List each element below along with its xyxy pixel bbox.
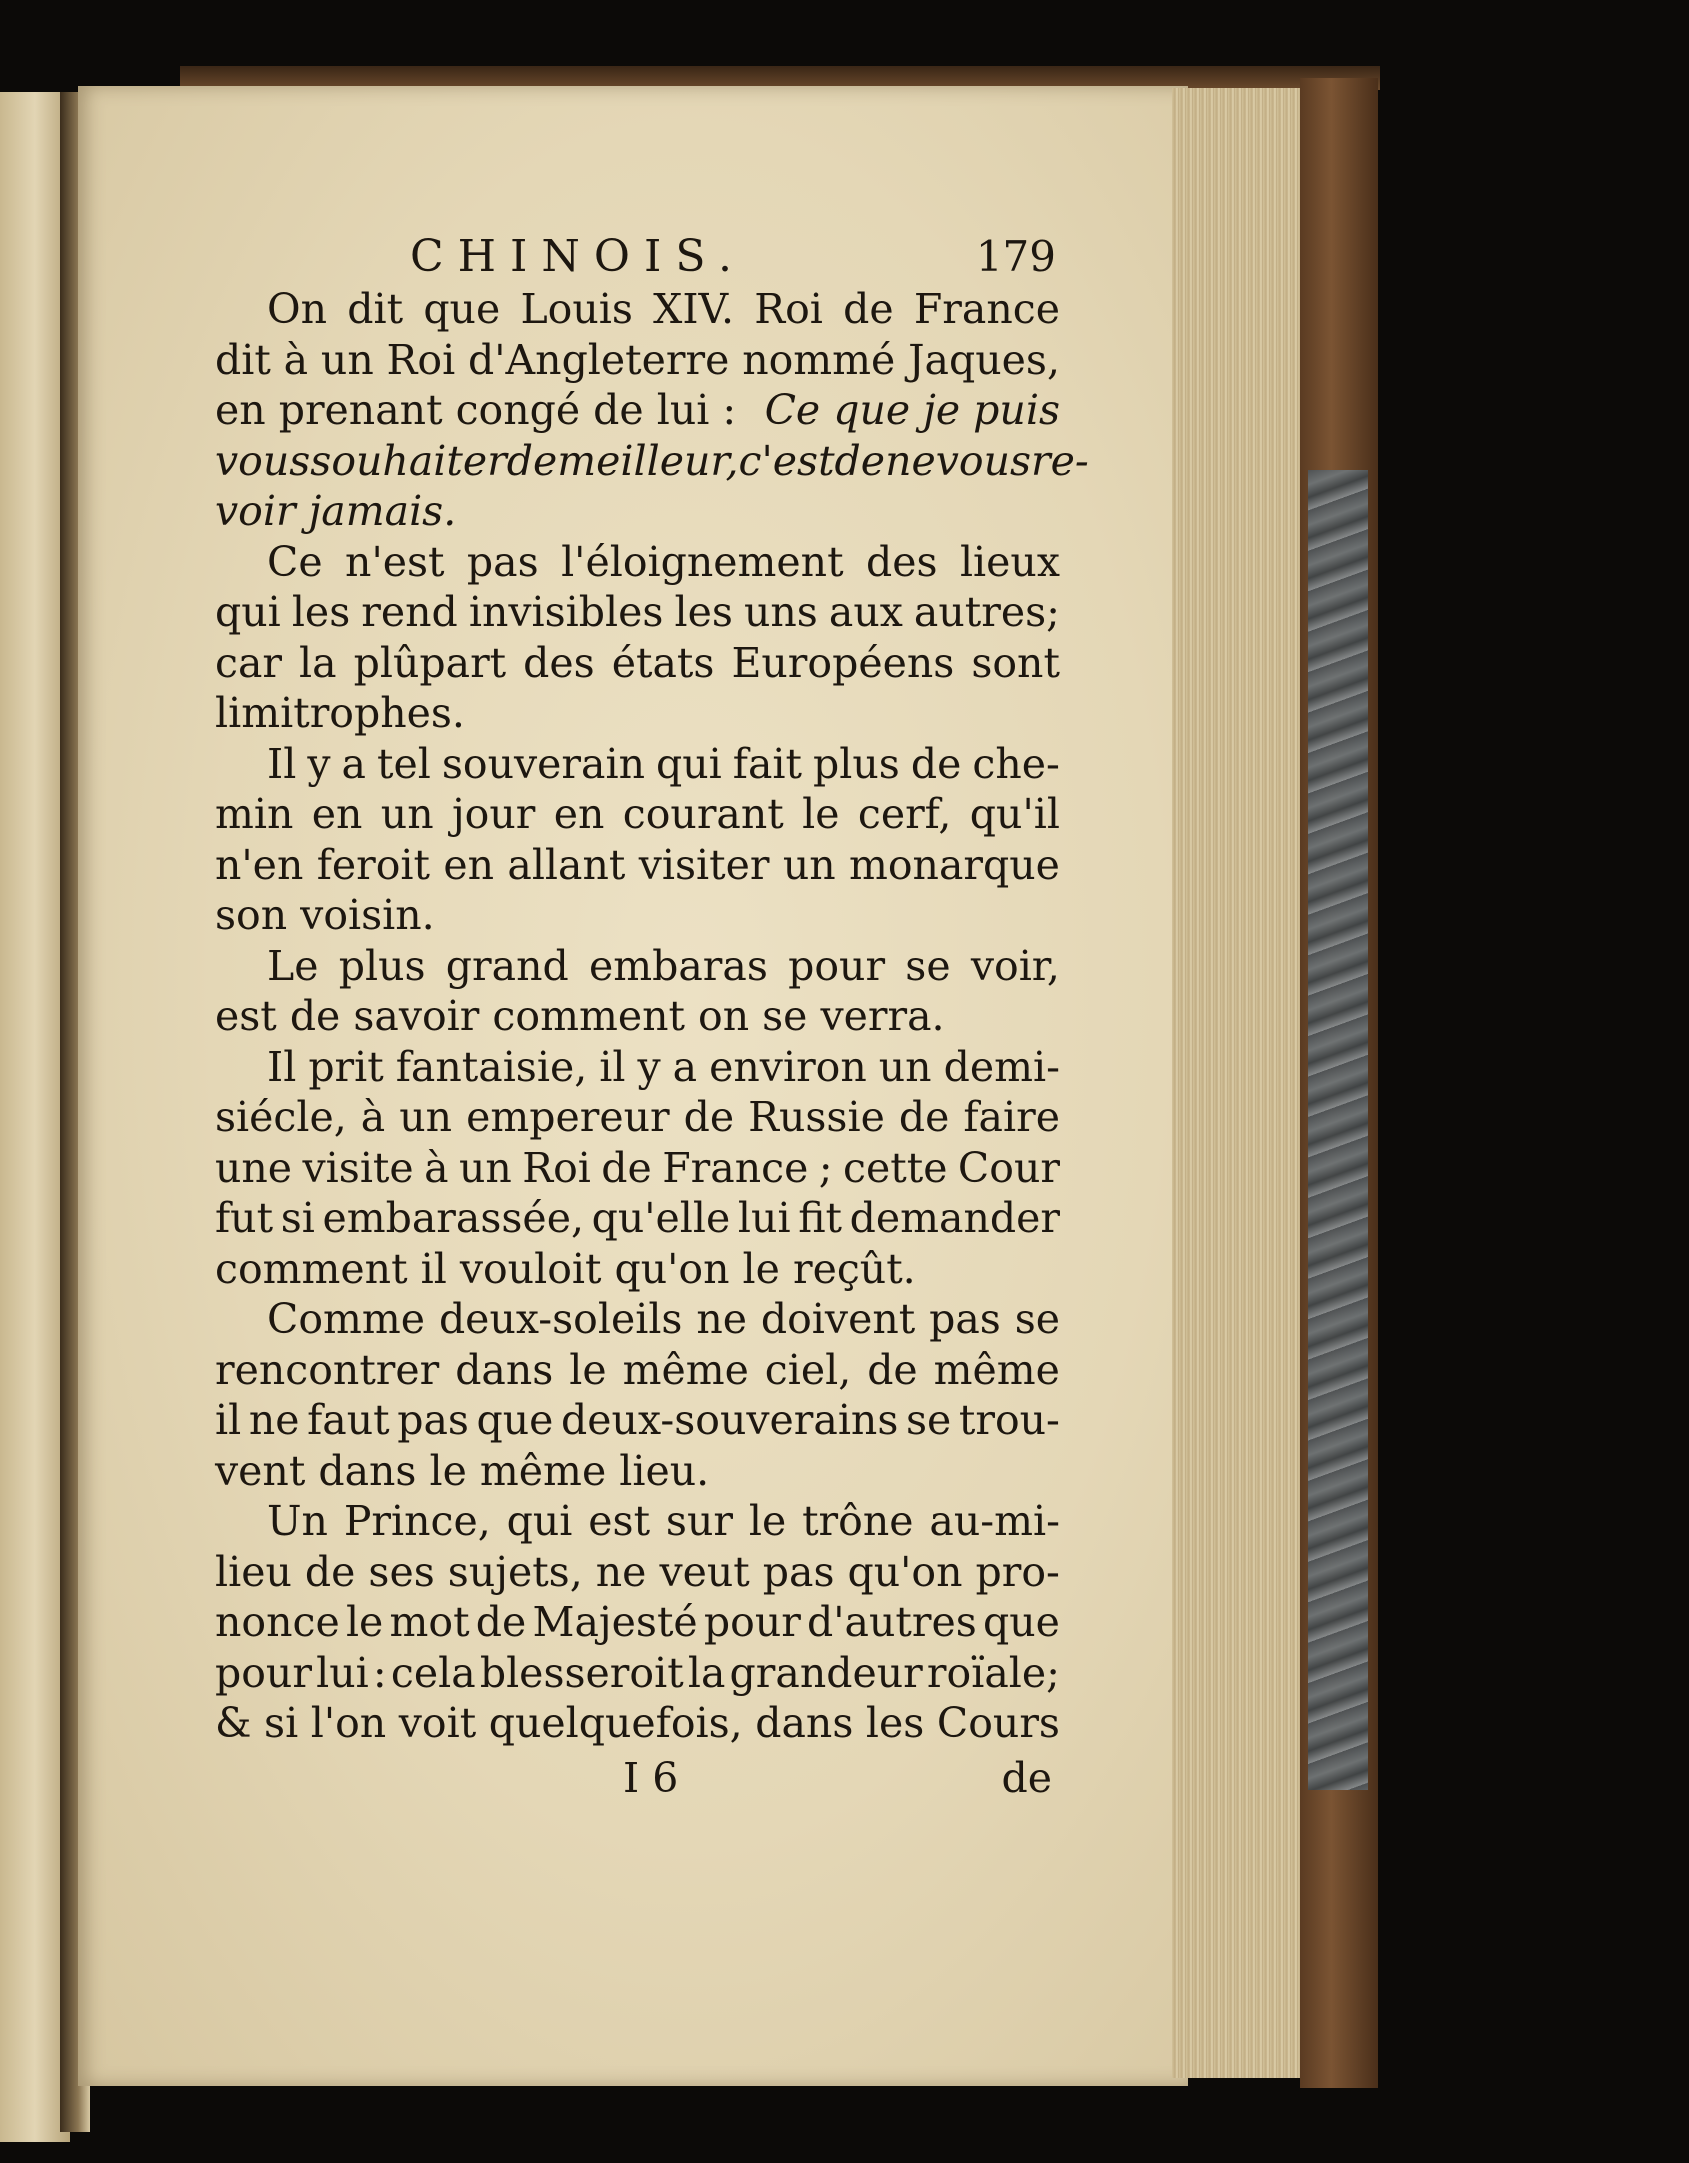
line-text: rencontrer dans le même ciel, de même xyxy=(215,1345,1060,1394)
text-line xyxy=(215,941,1060,992)
line-text: min en un jour en courant le cerf, qu'il xyxy=(215,790,1060,838)
text-line xyxy=(215,789,1060,840)
text-line xyxy=(215,436,1089,487)
line-text: son voisin. xyxy=(215,891,435,939)
text-line xyxy=(215,1092,1060,1143)
line-text: vous souhaiter de meilleur, c'est de ne vous re- xyxy=(215,436,1089,485)
text-line xyxy=(215,840,1060,891)
text-line xyxy=(215,587,1060,638)
marbled-board xyxy=(1308,470,1368,1790)
page-footer xyxy=(215,1753,1060,1813)
line-text: vent dans le même lieu. xyxy=(215,1446,710,1495)
text-line xyxy=(215,385,1060,436)
text-line xyxy=(215,284,1060,335)
page-text-block xyxy=(215,231,1089,1813)
text-line xyxy=(215,890,1060,941)
text-line xyxy=(215,1395,1060,1446)
text-line xyxy=(215,1648,1060,1699)
text-line xyxy=(215,1193,1060,1244)
text-line xyxy=(215,335,1060,386)
page-number: 179 xyxy=(975,232,1056,281)
text-line xyxy=(215,1345,1060,1396)
line-text: Comme deux-soleils ne doivent pas se xyxy=(267,1295,1060,1343)
line-text: Ce n'est pas l'éloignement des lieux xyxy=(267,537,1060,586)
text-line xyxy=(215,1698,1060,1749)
signature-mark: I 6 xyxy=(623,1753,679,1802)
text-line xyxy=(215,486,1060,537)
text-line xyxy=(215,1294,1060,1345)
line-text: comment il vouloit qu'on le reçût. xyxy=(215,1244,916,1293)
line-text: est de savoir comment on se verra. xyxy=(215,992,945,1040)
line-text: & si l'on voit quelquefois, dans les Cours xyxy=(215,1699,1060,1747)
line-text: dit à un Roi d'Angleterre nommé Jaques, xyxy=(215,335,1060,384)
line-text: Le plus grand embaras pour se voir, xyxy=(267,941,1060,990)
catchword: de xyxy=(1001,1753,1052,1802)
line-text: siécle, à un empereur de Russie de faire xyxy=(215,1093,1060,1141)
text-line xyxy=(215,991,1060,1042)
running-title: CHINOIS. xyxy=(410,231,746,282)
text-line xyxy=(215,1597,1060,1648)
line-text: voir jamais. xyxy=(215,487,457,535)
text-line xyxy=(215,1143,1060,1194)
page-fore-edge xyxy=(1172,88,1312,2078)
line-text: Un Prince, qui est sur le trône au-mi- xyxy=(267,1497,1060,1545)
text-line xyxy=(215,1244,1060,1295)
line-text: une visite à un Roi de France ; cette Cour xyxy=(215,1143,1060,1192)
text-line xyxy=(215,688,1060,739)
line-text: fut si embarassée, qu'elle lui fit demander xyxy=(215,1194,1060,1242)
text-line xyxy=(215,1496,1060,1547)
line-text: il ne faut pas que deux-souverains se trou- xyxy=(215,1396,1060,1444)
line-text: Il y a tel souverain qui fait plus de che- xyxy=(267,739,1060,788)
line-text: pour lui : cela blesseroit la grandeur roïale; xyxy=(215,1648,1060,1697)
line-text: limitrophes. xyxy=(215,689,465,737)
text-line xyxy=(215,1547,1060,1598)
line-text: lieu de ses sujets, ne veut pas qu'on pro- xyxy=(215,1547,1060,1596)
line-text: car la plûpart des états Européens sont xyxy=(215,638,1060,687)
line-text: Il prit fantaisie, il y a environ un demi- xyxy=(267,1042,1060,1091)
line-text: nonce le mot de Majesté pour d'autres que xyxy=(215,1598,1060,1646)
line-text: en prenant congé de lui : xyxy=(215,386,737,434)
text-line xyxy=(215,1042,1060,1093)
line-text-italic: Ce que je puis xyxy=(764,386,1060,434)
body-text xyxy=(215,284,1089,1749)
text-line xyxy=(215,1446,1060,1497)
line-text: qui les rend invisibles les uns aux autres; xyxy=(215,588,1060,636)
page-header xyxy=(215,232,1060,284)
line-text: n'en feroit en allant visiter un monarque xyxy=(215,840,1060,889)
text-line xyxy=(215,638,1060,689)
text-line xyxy=(215,537,1060,588)
line-text: On dit que Louis XIV. Roi de France xyxy=(267,285,1060,333)
text-line xyxy=(215,739,1060,790)
